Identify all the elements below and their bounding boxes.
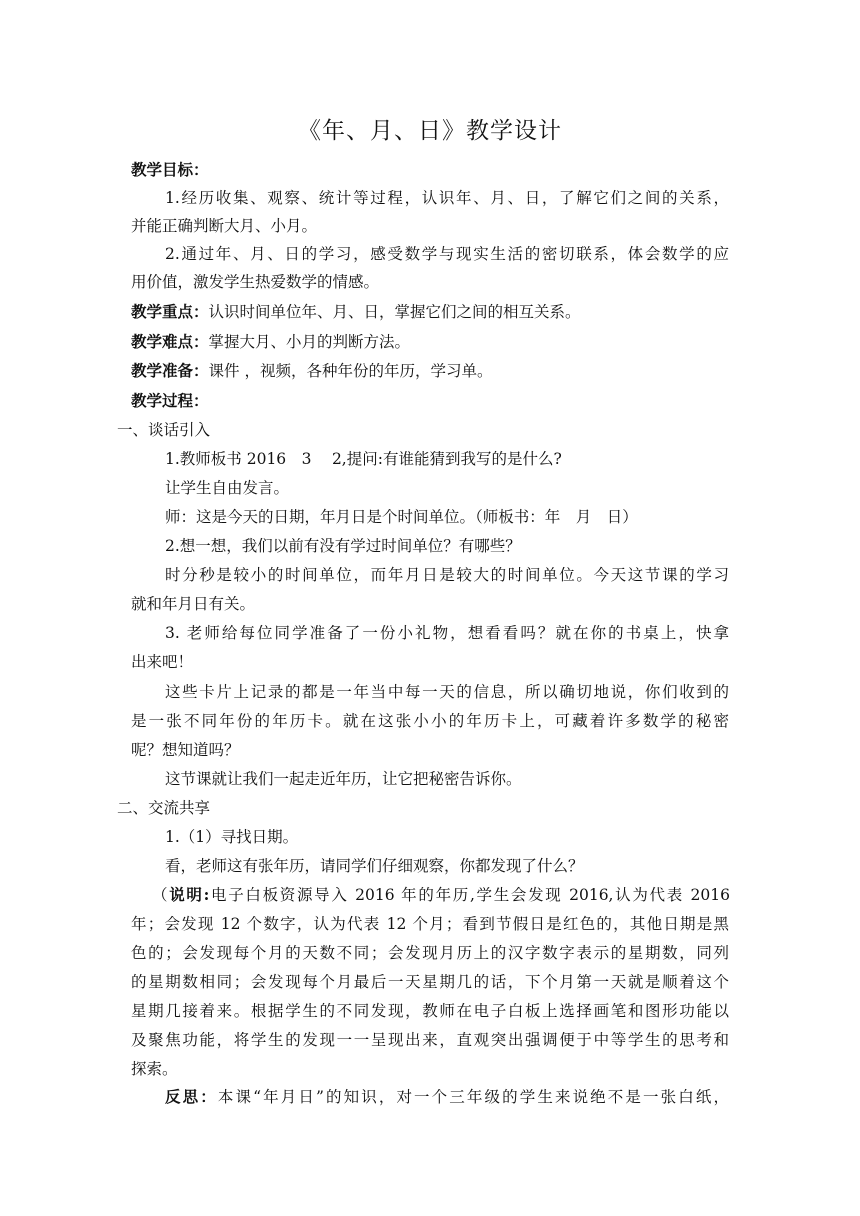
preparation-line [131,361,492,381]
key-point-text: 认识时间单位年、月、日，掌握它们之间的相互关系。 [208,303,581,321]
note-line-2: 年；会发现 12 个数字，认为代表 12 个月；看到节假日是红色的，其他日期是黑 [131,915,729,933]
note-text-1: 电子白板资源导入 2016 年的年历,学生会发现 2016,认为代表 2016 [209,886,730,904]
goal-1-line-2: 并能正确判断大月、小月。 [131,217,318,235]
note-line-5: 星期几接着来。根据学生的不同发现，教师在电子白板上选择画笔和图形功能以 [131,1002,729,1020]
key-point-label: 教学重点： [131,302,209,321]
section-1-para-5-line-1: 时分秒是较小的时间单位，而年月日是较大的时间单位。今天这节课的学习 [165,566,729,584]
section-1-para-1: 1.教师板书 2016 3 2,提问:有谁能猜到我写的是什么? [165,450,562,468]
section-1-para-5-line-2: 就和年月日有关。 [131,595,256,613]
section-1-para-6-line-2: 出来吧！ [131,653,194,671]
section-1-para-2: 让学生自由发言。 [165,479,290,497]
section-2-para-2: 看，老师这有张年历，请同学们仔细观察，你都发现了什么？ [165,857,584,875]
section-2-para-1: 1.（1）寻找日期。 [165,828,299,846]
note-line-3: 色的；会发现每个月的天数不同；会发现月历上的汉字数字表示的星期数，同列 [131,944,729,962]
preparation-text: 课件 ，视频，各种年份的年历，学习单。 [208,362,493,380]
section-1-para-7-line-2: 是一张不同年份的年历卡。就在这张小小的年历卡上，可藏着许多数学的秘密 [131,712,729,730]
process-heading: 教学过程： [131,391,209,410]
preparation-label: 教学准备： [131,361,209,380]
note-line-7: 探索。 [131,1060,178,1078]
reflection-label: 反思： [165,1087,218,1106]
reflection-text: 本课“年月日”的知识，对一个三年级的学生来说绝不是一张白纸， [217,1088,729,1106]
section-1-heading: 一、谈话引入 [117,421,211,439]
note-line-1 [152,885,730,905]
section-1-para-6-line-1: 3. 老师给每位同学准备了一份小礼物，想看看吗？就在你的书桌上，快拿 [165,624,729,642]
note-line-4: 的星期数相同；会发现每个月最后一天星期几的话，下个月第一天就是顺着这个 [131,973,729,991]
reflection-line [165,1087,729,1107]
section-1-para-7-line-1: 这些卡片上记录的都是一年当中每一天的信息，所以确切地说，你们收到的 [165,683,729,701]
note-open-paren: （ [152,886,170,904]
difficulty-label: 教学难点： [131,332,209,351]
note-line-6: 及聚焦功能，将学生的发现一一呈现出来，直观突出强调便于中等学生的思考和 [131,1031,729,1049]
section-2-heading: 二、交流共享 [117,799,211,817]
goals-heading: 教学目标： [131,160,209,179]
note-label: 说明: [169,885,210,904]
key-point-line [131,302,581,322]
difficulty-text: 掌握大月、小月的判断方法。 [208,333,411,351]
section-1-para-4: 2.想一想，我们以前有没有学过时间单位？有哪些？ [165,537,521,555]
goal-2-line-1: 2.通过年、月、日的学习，感受数学与现实生活的密切联系，体会数学的应 [165,245,729,263]
section-1-para-3: 师：这是今天的日期，年月日是个时间单位。（师板书：年 月 日） [165,508,638,526]
section-1-para-7-line-3: 呢？想知道吗？ [131,741,240,759]
goal-2-line-2: 用价值，激发学生热爱数学的情感。 [131,273,380,291]
section-1-para-8: 这节课就让我们一起走近年历，让它把秘密告诉你。 [165,770,522,788]
goal-1-line-1: 1.经历收集、观察、统计等过程，认识年、月、日，了解它们之间的关系， [165,189,729,207]
document-title: 《年、月、日》教学设计 [298,118,562,144]
difficulty-line [131,332,410,352]
